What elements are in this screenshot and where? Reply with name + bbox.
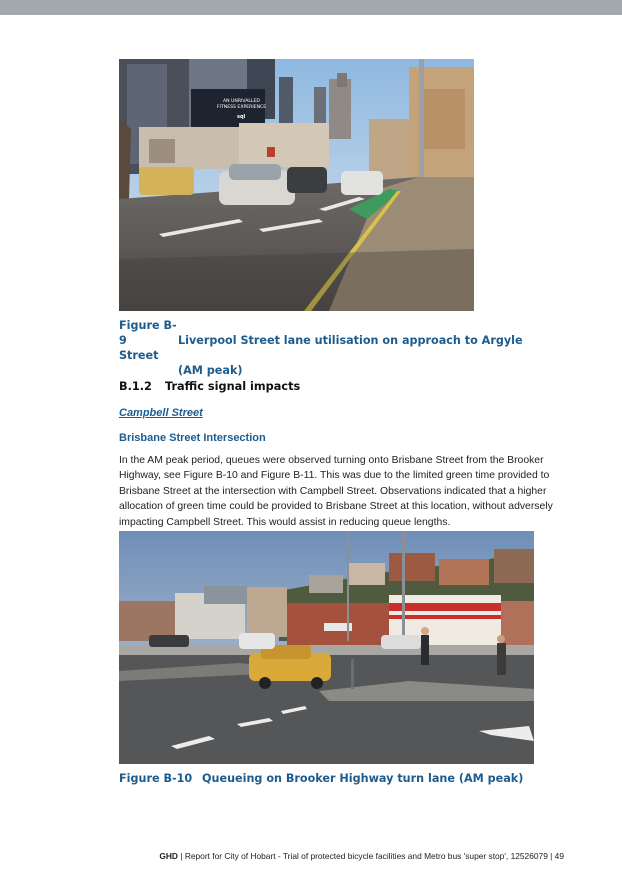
section-title: Traffic signal impacts — [165, 380, 301, 393]
section-heading — [119, 380, 300, 393]
billboard-brand: sql — [237, 114, 246, 120]
figure-b9-title-line2: (AM peak) — [178, 364, 243, 377]
footer-text: | Report for City of Hobart - Trial of protected bicycle facilities and Metro bus 'super stop', 12526079 | 49 — [177, 851, 564, 861]
figure-b9-caption — [119, 318, 559, 378]
street-heading: Campbell Street — [119, 407, 203, 419]
figure-b10-photo — [119, 531, 534, 764]
footer-brand: GHD — [159, 851, 178, 861]
figure-b10-number: Figure B-10 — [119, 772, 193, 785]
page-footer — [0, 851, 564, 861]
figure-b9-number: Figure B-9 — [119, 319, 177, 347]
section-number: B.1.2 — [119, 380, 152, 393]
billboard-text-1: AN UNRIVALLED — [223, 99, 260, 104]
figure-b9-title-line1: Liverpool Street lane utilisation on approach to Argyle Street — [119, 334, 523, 362]
figure-b10-title: Queueing on Brooker Highway turn lane (AM peak) — [202, 772, 524, 785]
figure-b10-caption — [119, 771, 559, 786]
figure-b9-photo — [119, 59, 474, 311]
body-paragraph: In the AM peak period, queues were observed turning onto Brisbane Street from the Brooker Highway, see Figure B-10 and Figure B-11. This was due to the limited green time provided to Brisbane Street at the intersection with Campbell Street. Observations indicated that a higher allocation of green time could be provided to Brisbane Street at this location, without adversely impacting Campbell Street. This would assist in reducing queue lengths. — [119, 455, 553, 528]
billboard-text-2: FITNESS EXPERIENCE — [217, 105, 267, 110]
intersection-heading: Brisbane Street Intersection — [119, 432, 266, 444]
page-top-bar — [0, 0, 622, 15]
